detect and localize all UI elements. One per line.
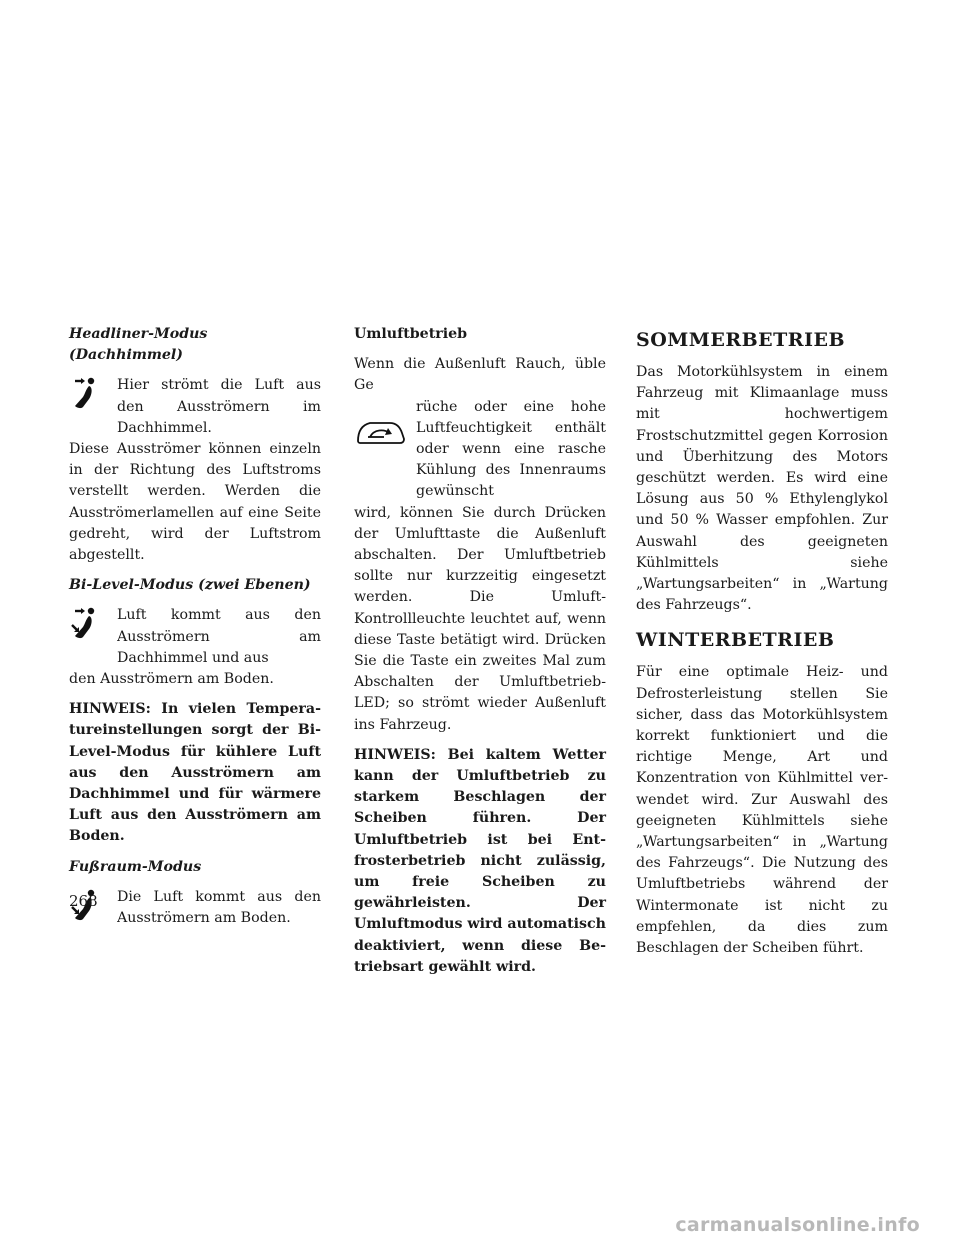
- recirculation-title: Umluftbetrieb: [354, 326, 468, 342]
- page-number: 268: [69, 892, 98, 910]
- summer-operation-text: Das Motorkühlsystem in einem Fahrzeug mit Klimaanlage muss mit hochwertigem Frostschutzmittel gegen Korrosion und Überhitzung des Motors geschützt werden. Es wird eine Lösung aus 50 % Ethylenglykol und 50 % Wasser empfohlen. Zur Auswahl des geeigneten Kühlmittels siehe „Wartungsarbeiten“ in „Wartung des Fahrzeugs“.: [636, 364, 888, 614]
- recirculation-intro: Wenn die Außenluft Rauch, üble Ge: [354, 356, 606, 394]
- headliner-mode-title: Headliner-Modus (Dachhimmel): [69, 326, 208, 364]
- column-right: [636, 324, 888, 968]
- winter-operation-text: Für eine optimale Heiz- und Defrosterleistung stellen Sie sicher, dass das Motorkühlsystem korrekt funktioniert und die richtige Menge, Art und Konzentration von Kühlmittel verwendet wird. Zur Auswahl des geeigneten Kühlmittels siehe „Wartungsarbeiten“ in „Wartung des Fahrzeugs“. Die Nutzung des Umluftbetriebs während der Wintermonate ist nicht zu empfehlen, da dies zum Beschlagen der Scheiben führt.: [636, 664, 888, 957]
- headliner-mode-text-a: Hier strömt die Luft aus den Ausströmern im Dachhimmel.: [117, 377, 321, 436]
- bi-level-mode-text-a: Luft kommt aus den Ausströmern am Dachhimmel und aus: [117, 607, 321, 666]
- bi-level-mode-text-b: den Ausströmern am Boden.: [69, 671, 274, 688]
- bi-level-mode-title: Bi-Level-Modus (zwei Ebenen): [69, 577, 311, 594]
- watermark: carmanualsonline.info: [675, 1214, 920, 1236]
- recirculation-text-b: wird, können Sie durch Drücken der Umlufttaste die Außenluft abschalten. Der Umluftbetrieb sollte nur kurzzeitig eingesetzt werden. Die Umluft-Kontrollleuchte leuchtet auf, wenn diese Taste betätigt wird. Drücken Sie die Taste ein zweites Mal zum Abschalten der Umluftbetrieb-LED; so strömt wieder Außenluft ins Fahrzeug.: [354, 504, 606, 733]
- recirculation-icon: [354, 417, 408, 457]
- recirculation-text-a: rüche oder eine hohe Luftfeuchtigkeit enthält oder wenn eine rasche Kühlung des Innenraums gewünscht: [416, 398, 606, 500]
- column-left: [69, 324, 321, 938]
- bi-level-mode-icon: [69, 605, 113, 649]
- bi-level-note: HINWEIS: In vielen Temperatureinstellungen sorgt der Bi-Level-Modus für kühlere Luft aus den Ausströmern am Dachhimmel und für wärmere Luft aus den Ausströmern am Boden.: [69, 701, 321, 845]
- floor-mode-title: Fußraum-Modus: [69, 858, 202, 875]
- winter-operation-heading: WINTERBETRIEB: [636, 629, 835, 652]
- headliner-mode-text-b: Diese Ausströmer können einzeln in der Richtung des Luftstroms verstellt werden. Werden die Ausströmerlamellen auf eine Seite gedreht, wird der Luftstrom abgestellt.: [69, 441, 321, 564]
- column-middle: [354, 324, 606, 987]
- floor-mode-text: Die Luft kommt aus den Ausströmern am Boden.: [117, 888, 321, 927]
- recirculation-note: HINWEIS: Bei kaltem Wetter kann der Umluftbetrieb zu starkem Beschlagen der Scheiben führen. Der Umluftbetrieb ist bei Entfrosterbetrieb nicht zulässig, um freie Scheiben zu gewährleisten. Der Umluftmodus wird automatisch deaktiviert, wenn diese Betriebsart gewählt wird.: [354, 746, 606, 975]
- headliner-mode-icon: [69, 375, 113, 419]
- summer-operation-heading: SOMMERBETRIEB: [636, 329, 846, 351]
